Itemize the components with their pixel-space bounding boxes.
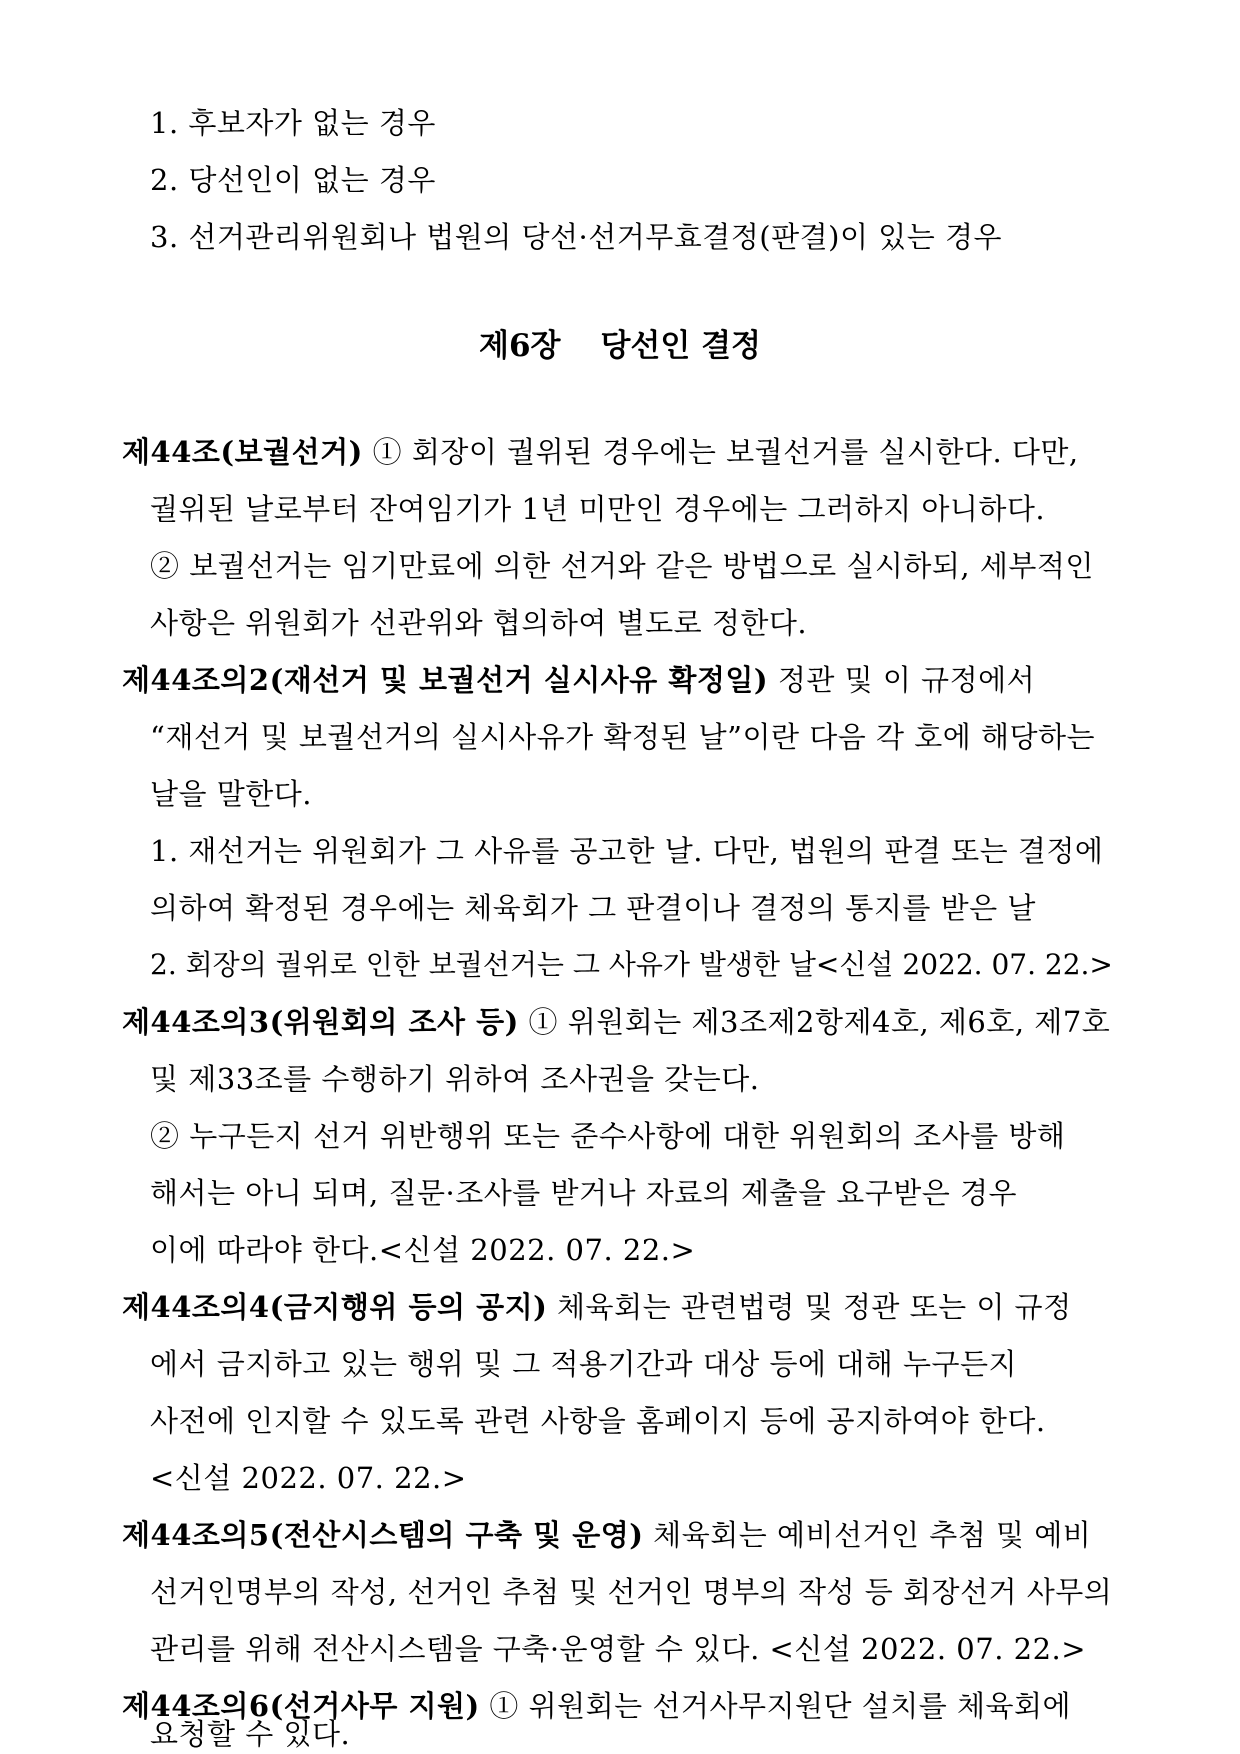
article-text-line: 날을 말한다. (150, 777, 313, 811)
article-44 (122, 432, 1079, 472)
article-text-line: 해서는 아니 되며, 질문·조사를 받거나 자료의 제출을 요구받은 경우 (150, 1176, 1018, 1210)
article-text-line: <신설 2022. 07. 22.> (150, 1461, 467, 1495)
article-heading: 제44조(보궐선거) (122, 435, 363, 469)
article-text: 정관 및 이 규정에서 (768, 663, 1036, 697)
article-44-5 (122, 1515, 1091, 1555)
article-text-line: ② 누구든지 선거 위반행위 또는 준수사항에 대한 위원회의 조사를 방해 (150, 1119, 1066, 1153)
article-text-line: 1. 재선거는 위원회가 그 사유를 공고한 날. 다만, 법원의 판결 또는 결정에 (150, 834, 1104, 868)
list-item: 2. 당선인이 없는 경우 (150, 163, 436, 197)
article-text-line: 2. 회장의 궐위로 인한 보궐선거는 그 사유가 발생한 날<신설 2022. 07. 22.> (150, 948, 1113, 981)
article-text: 체육회는 관련법령 및 정관 또는 이 규정 (547, 1290, 1072, 1324)
article-44-2 (122, 660, 1035, 700)
chapter-name: 당선인 결정 (600, 328, 761, 364)
article-text: 체육회는 예비선거인 추첨 및 예비 (643, 1518, 1092, 1552)
article-text: ① 회장이 궐위된 경우에는 보궐선거를 실시한다. 다만, (362, 435, 1079, 469)
article-text-line: 사항은 위원회가 선관위와 협의하여 별도로 정한다. (150, 606, 808, 640)
article-text-line: “재선거 및 보궐선거의 실시사유가 확정된 날”이란 다음 각 호에 해당하는 (150, 720, 1096, 754)
article-text-line: 이에 따라야 한다.<신설 2022. 07. 22.> (150, 1233, 696, 1267)
article-heading: 제44조의3(위원회의 조사 등) (122, 1005, 519, 1039)
article-text-line: 사전에 인지할 수 있도록 관련 사항을 홈페이지 등에 공지하여야 한다. (150, 1404, 1046, 1438)
chapter-title (0, 324, 1240, 368)
list-item: 1. 후보자가 없는 경우 (150, 106, 436, 140)
article-heading: 제44조의2(재선거 및 보궐선거 실시사유 확정일) (122, 663, 769, 697)
article-text-line: 의하여 확정된 경우에는 체육회가 그 판결이나 결정의 통지를 받은 날 (150, 891, 1036, 925)
article-heading: 제44조의4(금지행위 등의 공지) (122, 1290, 548, 1324)
article-text-line: 및 제33조를 수행하기 위하여 조사권을 갖는다. (150, 1062, 760, 1096)
article-text: ① 위원회는 제3조제2항제4호, 제6호, 제7호 (518, 1005, 1111, 1039)
article-heading: 제44조의5(전산시스템의 구축 및 운영) (122, 1518, 644, 1552)
article-text-line: 궐위된 날로부터 잔여임기가 1년 미만인 경우에는 그러하지 아니하다. (150, 492, 1046, 526)
chapter-number: 제6장 (479, 328, 561, 364)
article-text-line: 관리를 위해 전산시스템을 구축·운영할 수 있다. <신설 2022. 07. 22.> (150, 1632, 1087, 1666)
list-item: 3. 선거관리위원회나 법원의 당선·선거무효결정(판결)이 있는 경우 (150, 220, 1002, 254)
article-text: ① 위원회는 선거사무지원단 설치를 체육회에 (479, 1689, 1072, 1723)
article-text-line: ② 보궐선거는 임기만료에 의한 선거와 같은 방법으로 실시하되, 세부적인 (150, 549, 1094, 583)
article-44-3 (122, 1002, 1110, 1042)
article-text-line: 선거인명부의 작성, 선거인 추첨 및 선거인 명부의 작성 등 회장선거 사무의 (150, 1575, 1113, 1609)
article-heading: 제44조의6(선거사무 지원) (122, 1689, 480, 1723)
article-text-line: 요청할 수 있다. (150, 1717, 351, 1751)
article-text-line: 에서 금지하고 있는 행위 및 그 적용기간과 대상 등에 대해 누구든지 (150, 1347, 1018, 1381)
article-44-4 (122, 1287, 1072, 1327)
